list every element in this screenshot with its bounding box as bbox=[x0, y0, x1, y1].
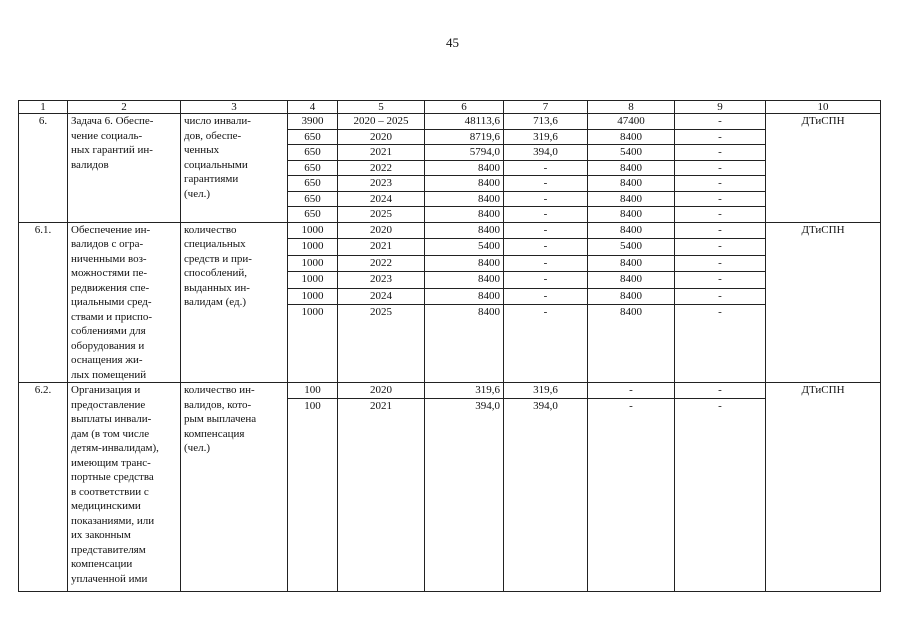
other-funding-cell: - bbox=[675, 288, 766, 305]
other-funding-cell: - bbox=[675, 207, 766, 223]
regional-funding-cell: - bbox=[588, 383, 675, 399]
item-name-cell: Обеспечение ин- валидов с огра- ниченными воз- можностями пе- редвижения спе- циальными сред- ствами и приспо- соблениями для оборудования и оснащения жи- лых помещений bbox=[68, 222, 181, 383]
regional-funding-cell: 8400 bbox=[588, 288, 675, 305]
other-funding-cell: - bbox=[675, 398, 766, 591]
other-funding-cell: - bbox=[675, 239, 766, 256]
table-row bbox=[19, 222, 881, 239]
total-funding-cell: 8719,6 bbox=[425, 129, 504, 145]
item-code-cell: 6.2. bbox=[19, 383, 68, 592]
period-cell: 2020 bbox=[338, 222, 425, 239]
federal-funding-cell: - bbox=[504, 160, 588, 176]
indicator-cell: число инвали- дов, обеспе- ченных социальными гарантиями (чел.) bbox=[181, 114, 288, 223]
total-funding-cell: 8400 bbox=[425, 191, 504, 207]
regional-funding-cell: 8400 bbox=[588, 272, 675, 289]
target-value-cell: 100 bbox=[288, 383, 338, 399]
period-cell: 2022 bbox=[338, 160, 425, 176]
federal-funding-cell: - bbox=[504, 176, 588, 192]
other-funding-cell: - bbox=[675, 160, 766, 176]
header-cell: 9 bbox=[675, 101, 766, 114]
executor-cell: ДТиСПН bbox=[766, 383, 881, 592]
total-funding-cell: 8400 bbox=[425, 255, 504, 272]
period-cell: 2020 – 2025 bbox=[338, 114, 425, 130]
total-funding-cell: 8400 bbox=[425, 176, 504, 192]
regional-funding-cell: 8400 bbox=[588, 207, 675, 223]
table-body bbox=[19, 101, 881, 592]
federal-funding-cell: 319,6 bbox=[504, 383, 588, 399]
target-value-cell: 1000 bbox=[288, 255, 338, 272]
table-row bbox=[19, 383, 881, 399]
target-value-cell: 1000 bbox=[288, 272, 338, 289]
other-funding-cell: - bbox=[675, 305, 766, 383]
executor-cell: ДТиСПН bbox=[766, 222, 881, 383]
federal-funding-cell: 713,6 bbox=[504, 114, 588, 130]
other-funding-cell: - bbox=[675, 176, 766, 192]
regional-funding-cell: 8400 bbox=[588, 305, 675, 383]
header-cell: 1 bbox=[19, 101, 68, 114]
other-funding-cell: - bbox=[675, 222, 766, 239]
federal-funding-cell: - bbox=[504, 222, 588, 239]
item-code-cell: 6. bbox=[19, 114, 68, 223]
regional-funding-cell: 8400 bbox=[588, 129, 675, 145]
total-funding-cell: 8400 bbox=[425, 222, 504, 239]
indicator-cell: количество ин- валидов, кото- рым выплачена компенсация (чел.) bbox=[181, 383, 288, 592]
header-cell: 2 bbox=[68, 101, 181, 114]
period-cell: 2025 bbox=[338, 207, 425, 223]
regional-funding-cell: 47400 bbox=[588, 114, 675, 130]
page-number: 45 bbox=[446, 35, 459, 50]
regional-funding-cell: 5400 bbox=[588, 239, 675, 256]
period-cell: 2020 bbox=[338, 129, 425, 145]
other-funding-cell: - bbox=[675, 114, 766, 130]
regional-funding-cell: 8400 bbox=[588, 176, 675, 192]
regional-funding-cell: 8400 bbox=[588, 191, 675, 207]
target-value-cell: 3900 bbox=[288, 114, 338, 130]
total-funding-cell: 8400 bbox=[425, 207, 504, 223]
period-cell: 2023 bbox=[338, 272, 425, 289]
period-cell: 2024 bbox=[338, 288, 425, 305]
regional-funding-cell: 8400 bbox=[588, 222, 675, 239]
federal-funding-cell: 319,6 bbox=[504, 129, 588, 145]
total-funding-cell: 8400 bbox=[425, 160, 504, 176]
target-value-cell: 1000 bbox=[288, 222, 338, 239]
target-value-cell: 1000 bbox=[288, 305, 338, 383]
total-funding-cell: 319,6 bbox=[425, 383, 504, 399]
header-cell: 4 bbox=[288, 101, 338, 114]
header-cell: 6 bbox=[425, 101, 504, 114]
target-value-cell: 650 bbox=[288, 160, 338, 176]
total-funding-cell: 8400 bbox=[425, 272, 504, 289]
total-funding-cell: 8400 bbox=[425, 305, 504, 383]
federal-funding-cell: 394,0 bbox=[504, 398, 588, 591]
federal-funding-cell: 394,0 bbox=[504, 145, 588, 161]
total-funding-cell: 48113,6 bbox=[425, 114, 504, 130]
federal-funding-cell: - bbox=[504, 191, 588, 207]
federal-funding-cell: - bbox=[504, 207, 588, 223]
federal-funding-cell: - bbox=[504, 239, 588, 256]
item-name-cell: Организация и предоставление выплаты инвали- дам (в том числе детям-инвалидам), имеющим транс- портные средства в соответствии с медицинскими показаниями, или их законным представителям компенсации уплаченной ими bbox=[68, 383, 181, 592]
target-value-cell: 1000 bbox=[288, 239, 338, 256]
item-code-cell: 6.1. bbox=[19, 222, 68, 383]
period-cell: 2023 bbox=[338, 176, 425, 192]
period-cell: 2025 bbox=[338, 305, 425, 383]
target-value-cell: 100 bbox=[288, 398, 338, 591]
total-funding-cell: 5400 bbox=[425, 239, 504, 256]
target-value-cell: 650 bbox=[288, 191, 338, 207]
header-cell: 3 bbox=[181, 101, 288, 114]
item-name-cell: Задача 6. Обеспе- чение социаль- ных гарантий ин- валидов bbox=[68, 114, 181, 223]
period-cell: 2021 bbox=[338, 398, 425, 591]
total-funding-cell: 394,0 bbox=[425, 398, 504, 591]
federal-funding-cell: - bbox=[504, 305, 588, 383]
total-funding-cell: 5794,0 bbox=[425, 145, 504, 161]
period-cell: 2020 bbox=[338, 383, 425, 399]
header-cell: 8 bbox=[588, 101, 675, 114]
regional-funding-cell: 8400 bbox=[588, 255, 675, 272]
other-funding-cell: - bbox=[675, 383, 766, 399]
period-cell: 2021 bbox=[338, 145, 425, 161]
other-funding-cell: - bbox=[675, 255, 766, 272]
header-row bbox=[19, 101, 881, 114]
header-cell: 7 bbox=[504, 101, 588, 114]
target-value-cell: 1000 bbox=[288, 288, 338, 305]
executor-cell: ДТиСПН bbox=[766, 114, 881, 223]
target-value-cell: 650 bbox=[288, 145, 338, 161]
period-cell: 2024 bbox=[338, 191, 425, 207]
regional-funding-cell: 8400 bbox=[588, 160, 675, 176]
federal-funding-cell: - bbox=[504, 255, 588, 272]
indicator-cell: количество специальных средств и при- способлений, выданных ин- валидам (ед.) bbox=[181, 222, 288, 383]
target-value-cell: 650 bbox=[288, 207, 338, 223]
header-cell: 5 bbox=[338, 101, 425, 114]
federal-funding-cell: - bbox=[504, 272, 588, 289]
regional-funding-cell: 5400 bbox=[588, 145, 675, 161]
regional-funding-cell: - bbox=[588, 398, 675, 591]
table-row bbox=[19, 114, 881, 130]
total-funding-cell: 8400 bbox=[425, 288, 504, 305]
other-funding-cell: - bbox=[675, 272, 766, 289]
header-cell: 10 bbox=[766, 101, 881, 114]
period-cell: 2022 bbox=[338, 255, 425, 272]
other-funding-cell: - bbox=[675, 191, 766, 207]
target-value-cell: 650 bbox=[288, 176, 338, 192]
federal-funding-cell: - bbox=[504, 288, 588, 305]
period-cell: 2021 bbox=[338, 239, 425, 256]
program-table bbox=[18, 100, 881, 592]
other-funding-cell: - bbox=[675, 145, 766, 161]
other-funding-cell: - bbox=[675, 129, 766, 145]
target-value-cell: 650 bbox=[288, 129, 338, 145]
